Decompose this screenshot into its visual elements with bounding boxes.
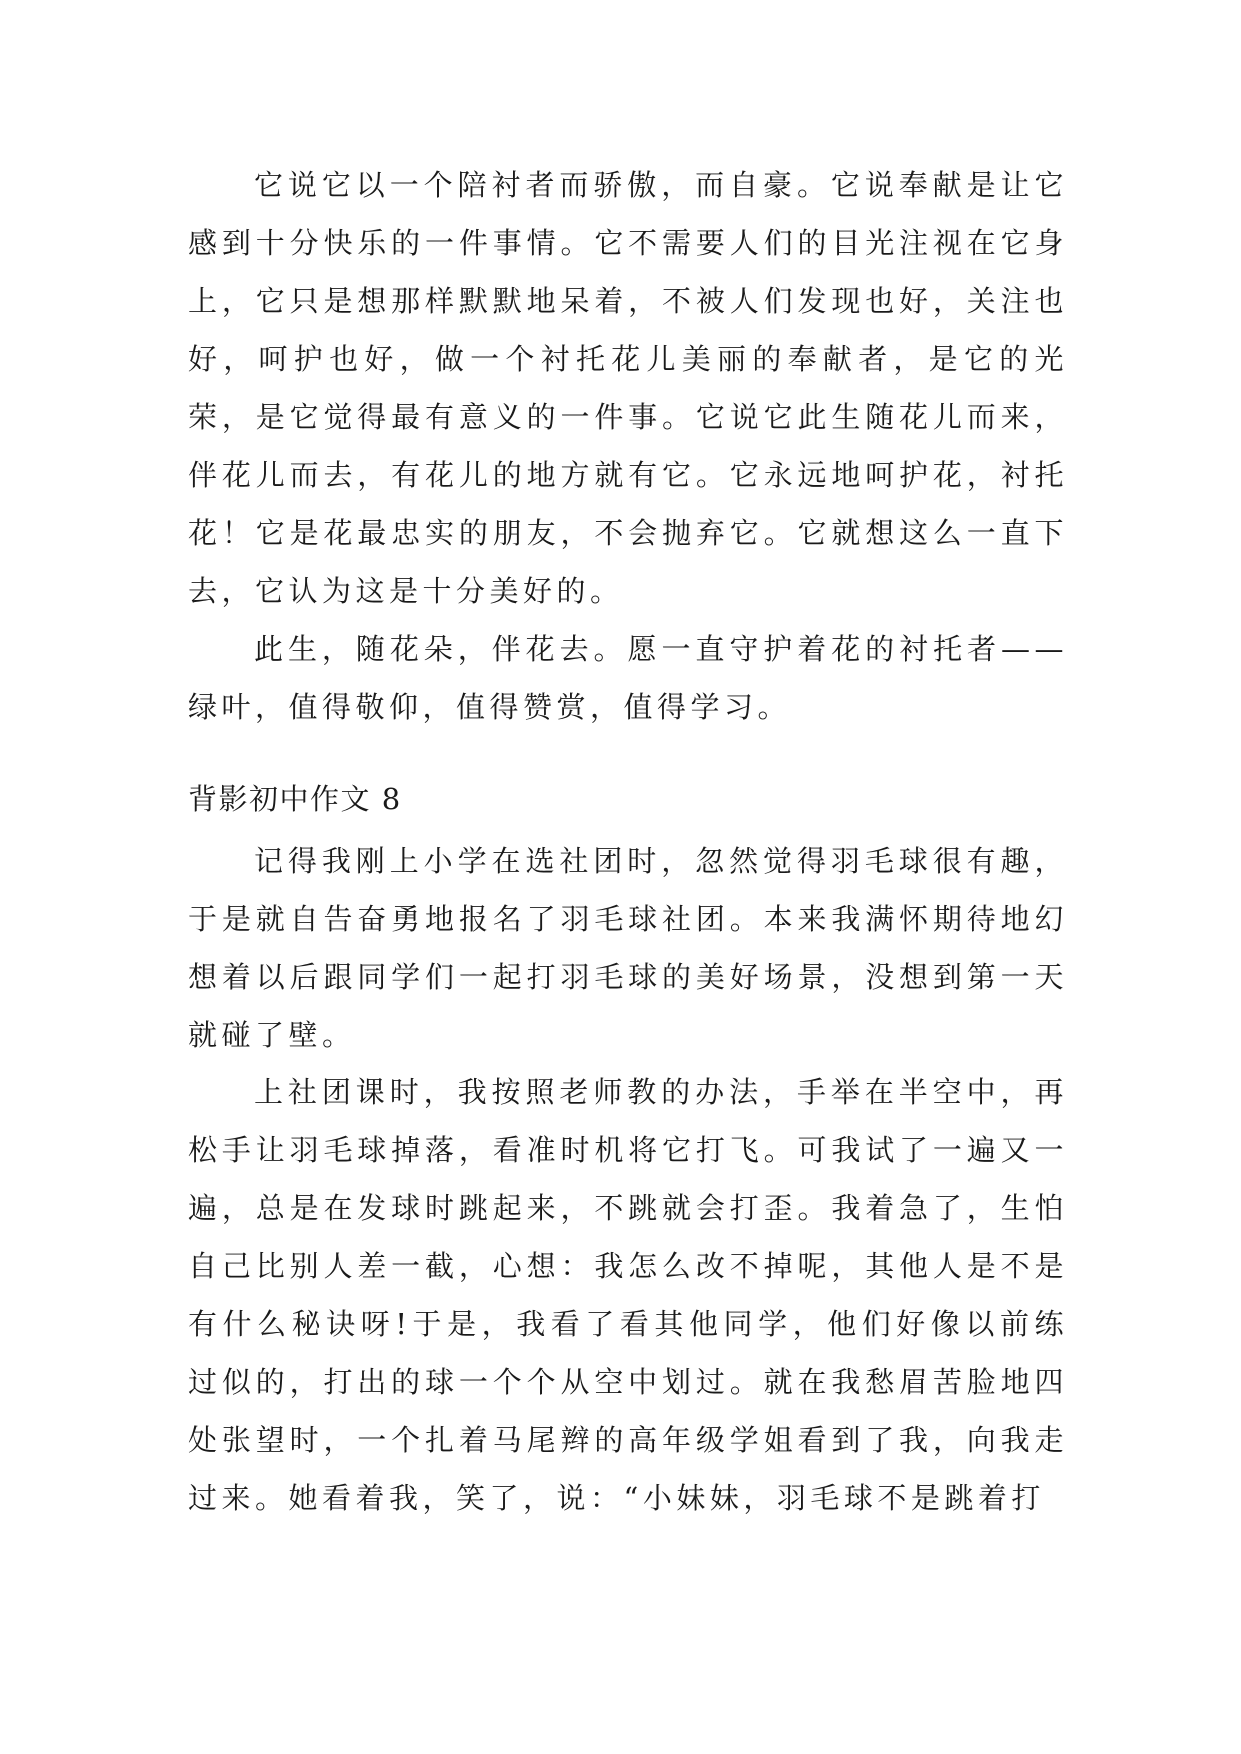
body-paragraph: 上社团课时，我按照老师教的办法，手举在半空中，再松手让羽毛球掉落，看准时机将它打飞。可我试了一遍又一遍，总是在发球时跳起来，不跳就会打歪。我着急了，生怕自己比别人差一截，心想：我怎么改不掉呢，其他人是不是有什么秘诀呀!于是，我看了看其他同学，他们好像以前练过似的，打出的球一个个从空中划过。就在我愁眉苦脸地四处张望时，一个扎着马尾辫的高年级学姐看到了我，向我走过来。她看着我，笑了，说：“小妹妹，羽毛球不是跳着打	[188, 1075, 1068, 1515]
section-title: 背影初中作文 8	[188, 782, 402, 816]
body-paragraph: 此生，随花朵，伴花去。愿一直守护着花的衬托者——绿叶，值得敬仰，值得赞赏，值得学习。	[188, 632, 1068, 724]
body-paragraph: 记得我刚上小学在选社团时，忽然觉得羽毛球很有趣，于是就自告奋勇地报名了羽毛球社团。本来我满怀期待地幻想着以后跟同学们一起打羽毛球的美好场景，没想到第一天就碰了壁。	[188, 844, 1068, 1052]
body-paragraph: 它说它以一个陪衬者而骄傲，而自豪。它说奉献是让它感到十分快乐的一件事情。它不需要人们的目光注视在它身上，它只是想那样默默地呆着，不被人们发现也好，关注也好，呵护也好，做一个衬托花儿美丽的奉献者，是它的光荣，是它觉得最有意义的一件事。它说它此生随花儿而来，伴花儿而去，有花儿的地方就有它。它永远地呵护花，衬托花！它是花最忠实的朋友，不会抛弃它。它就想这么一直下去，它认为这是十分美好的。	[188, 168, 1068, 608]
